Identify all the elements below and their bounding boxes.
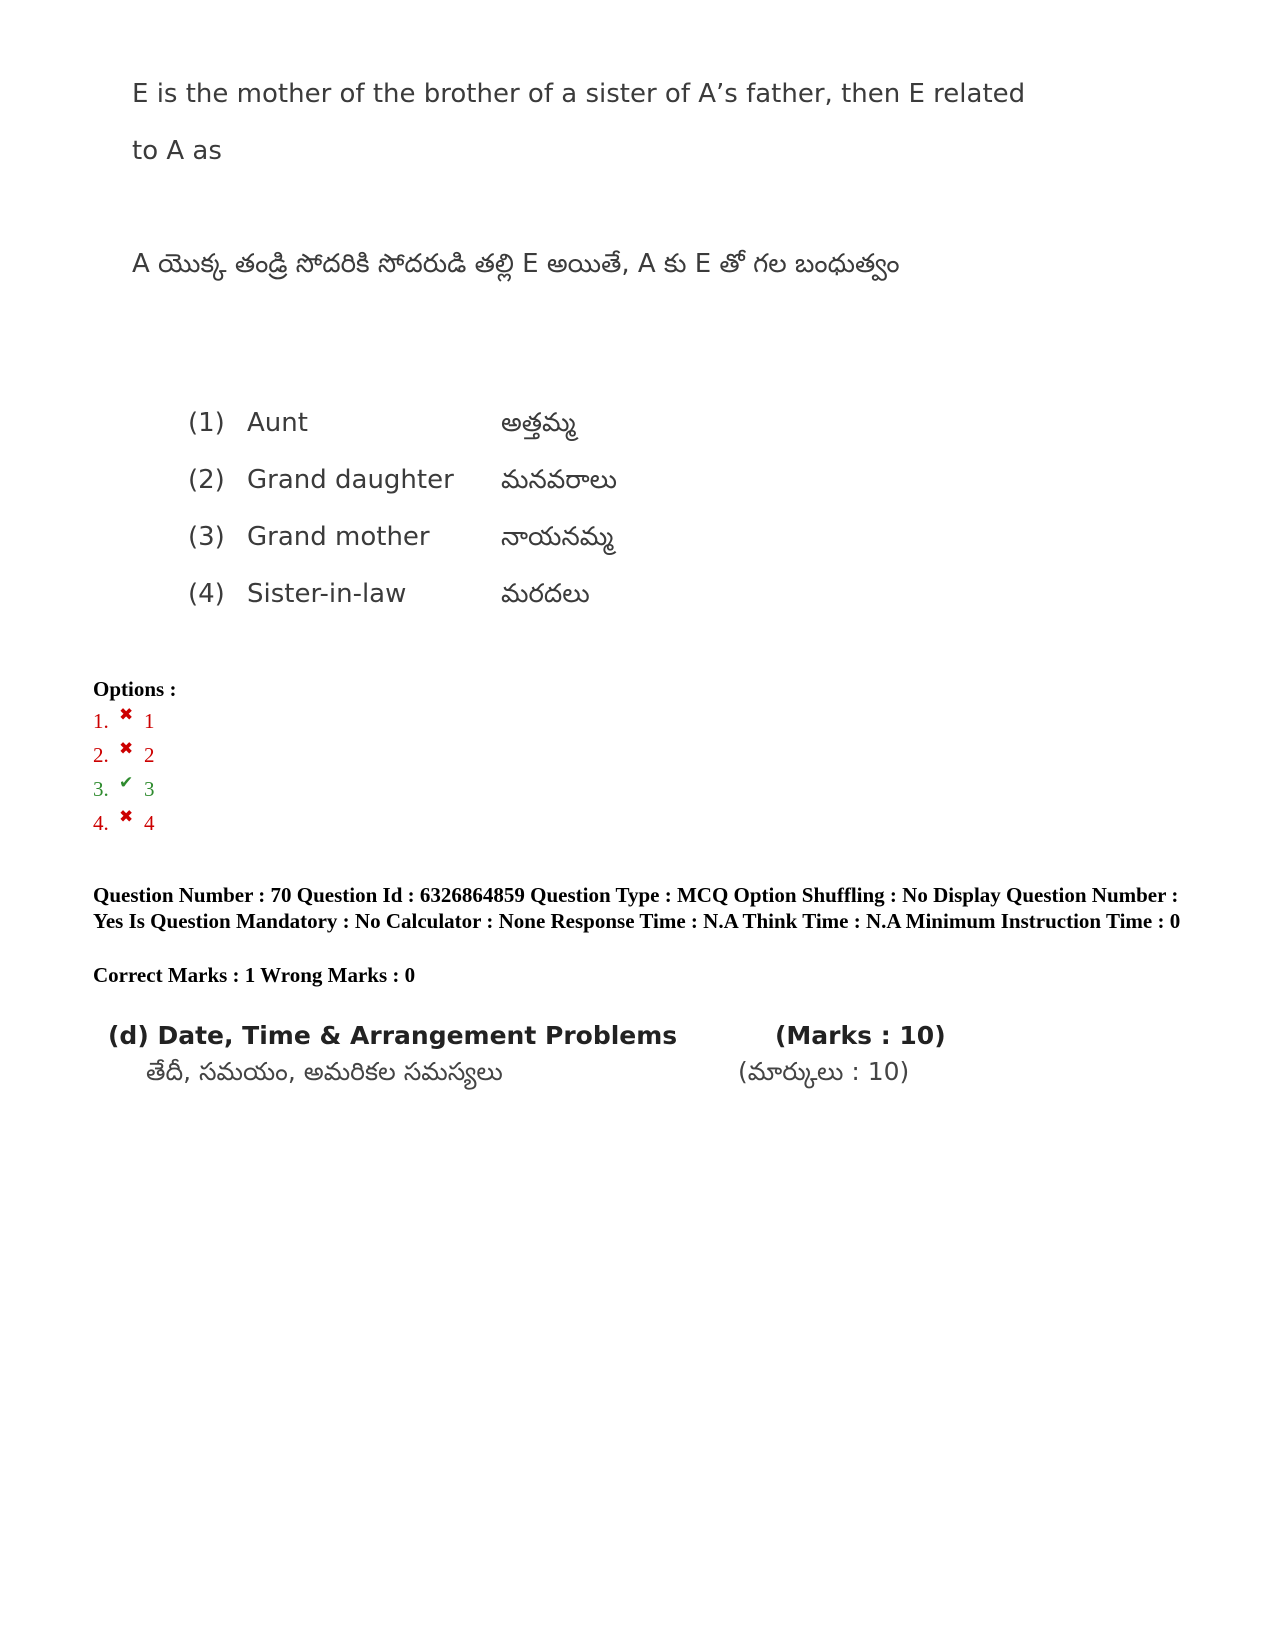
question-metadata: Question Number : 70 Question Id : 6326864859 Question Type : MCQ Option Shuffling : No Display Question Number : Yes Is Question Mandatory : No Calculator : None Response Time : N.A Think Time : N.A Minimum Instruction Time : 0	[93, 883, 1181, 933]
choice-english: Aunt	[247, 408, 308, 438]
answer-value: 3	[144, 777, 155, 801]
answer-number: 3.	[93, 777, 109, 801]
check-icon: ✔	[119, 773, 134, 792]
choice-telugu: అత్తమ్మ	[501, 408, 576, 438]
section-title-english: (d) Date, Time & Arrangement Problems	[108, 1021, 678, 1050]
answer-number: 4.	[93, 811, 109, 835]
section-header	[108, 1021, 958, 1111]
choice-telugu: మనవరాలు	[501, 465, 618, 495]
section-marks-english: (Marks : 10)	[775, 1021, 946, 1050]
cross-icon: ✖	[119, 705, 134, 724]
answer-value: 4	[144, 811, 155, 835]
cross-icon: ✖	[119, 739, 134, 758]
answer-number: 1.	[93, 709, 109, 733]
choice-number: (3)	[188, 522, 225, 552]
question-text-telugu: A యొక్క తండ్రి సోదరికి సోదరుడి తల్లి E అయితే, A కు E తో గల బంధుత్వం	[132, 249, 900, 279]
marks-info: Correct Marks : 1 Wrong Marks : 0	[93, 963, 416, 987]
choice-english: Grand mother	[247, 522, 430, 552]
choice-english: Sister-in-law	[247, 579, 407, 609]
section-marks-telugu: (మార్కులు : 10)	[738, 1057, 910, 1086]
options-heading: Options :	[93, 677, 177, 701]
answer-value: 1	[144, 709, 155, 733]
choice-english: Grand daughter	[247, 465, 454, 495]
cross-icon: ✖	[119, 807, 134, 826]
choice-number: (4)	[188, 579, 225, 609]
section-title-telugu: తేదీ, సమయం, అమరికల సమస్యలు	[146, 1057, 503, 1086]
choice-number: (2)	[188, 465, 225, 495]
question-text-english: E is the mother of the brother of a sister of A’s father, then E related to A as	[132, 79, 1026, 166]
answer-value: 2	[144, 743, 155, 767]
choice-number: (1)	[188, 408, 225, 438]
choice-telugu: నాయనమ్మ	[501, 522, 614, 552]
answer-number: 2.	[93, 743, 109, 767]
choice-telugu: మరదలు	[501, 579, 590, 609]
